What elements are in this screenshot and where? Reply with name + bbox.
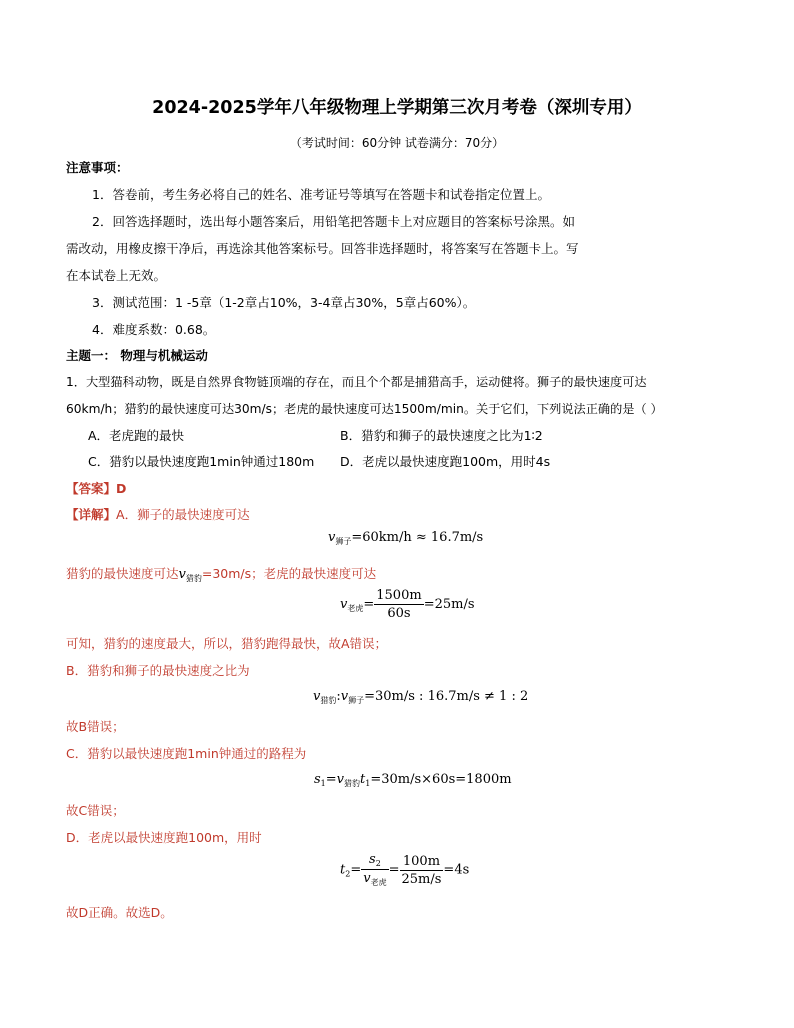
formula-var: v <box>340 689 349 704</box>
formula-colon: : <box>336 689 341 704</box>
notice-item-2-line-3: 在本试卷上无效。 <box>66 268 167 283</box>
explanation-c-conclusion: 故C错误； <box>66 803 125 818</box>
formula-sub: 老虎 <box>370 878 387 887</box>
formula-eq: = <box>388 862 400 878</box>
formula-distance <box>314 772 512 789</box>
formula-fraction <box>400 854 444 887</box>
notice-item-3: 3．测试范围：1 -5章（1-2章占10%，3-4章占30%，5章占60%）。 <box>92 295 476 310</box>
formula-sub: 猎豹 <box>320 696 337 705</box>
formula-lion-speed <box>328 530 483 547</box>
formula-var: v <box>328 530 336 545</box>
cheetah-var: v <box>178 567 186 582</box>
question-line-2: 60km/h；猎豹的最快速度可达30m/s；老虎的最快速度可达1500m/min。关于它们，下列说法正确的是（ ） <box>66 402 663 416</box>
exam-subtitle: （考试时间：60分钟 试卷满分：70分） <box>289 136 505 150</box>
answer-line <box>66 481 126 497</box>
formula-fraction <box>361 852 388 888</box>
formula-tiger-speed <box>340 588 475 621</box>
exam-title: 2024-2025学年八年级物理上学期第三次月考卷（深圳专用） <box>152 98 642 118</box>
formula-sub: 1 <box>320 779 326 788</box>
fraction-denominator: 60s <box>387 606 411 621</box>
formula-rest: =25m/s <box>423 597 475 612</box>
fraction-denominator <box>361 870 388 888</box>
formula-rest: =30m/s×60s=1800m <box>370 772 512 787</box>
fraction-numerator <box>361 852 388 870</box>
formula-sub: 老虎 <box>347 604 364 613</box>
formula-time <box>340 852 469 888</box>
formula-sub: 2 <box>375 859 381 868</box>
formula-var: s <box>369 852 376 867</box>
formula-var: =v <box>325 772 345 787</box>
notice-heading: 注意事项： <box>66 160 129 175</box>
explanation-d-conclusion: 故D正确。故选D。 <box>66 905 173 920</box>
option-c: C．猎豹以最快速度跑1min钟通过180m <box>88 454 315 469</box>
formula-var: v <box>313 689 321 704</box>
formula-sub: 1 <box>365 779 371 788</box>
formula-var: v <box>340 597 348 612</box>
explanation-b-text: B．猎豹和狮子的最快速度之比为 <box>66 663 250 678</box>
notice-item-2-line-1: 2．回答选择题时，选出每小题答案后，用铅笔把答题卡上对应题目的答案标号涂黑。如 <box>92 214 575 229</box>
notice-item-1: 1．答卷前，考生务必将自己的姓名、准考证号等填写在答题卡和试卷指定位置上。 <box>92 187 550 202</box>
answer-label: 【答案】 <box>66 481 117 496</box>
formula-sub: 猎豹 <box>344 779 361 788</box>
formula-fraction <box>374 588 423 621</box>
question-line-1: 1．大型猫科动物，既是自然界食物链顶端的存在，而且个个都是捕猎高手，运动健将。狮子的最快速度可达 <box>66 375 647 389</box>
option-b: B．猎豹和狮子的最快速度之比为1∶2 <box>340 428 543 443</box>
notice-item-2-line-2: 需改动，用橡皮擦干净后，再选涂其他答案标号。回答非选择题时，将答案写在答题卡上。写 <box>66 241 579 256</box>
explanation-a-text: A．狮子的最快速度可达 <box>116 507 250 522</box>
cheetah-speed-line <box>66 566 376 587</box>
formula-rest: =4s <box>443 862 470 878</box>
explanation-a-conclusion: 可知，猎豹的速度最大，所以，猎豹跑得最快，故A错误； <box>66 636 388 651</box>
formula-rest: =60km/h ≈ 16.7m/s <box>351 530 484 545</box>
formula-eq: = <box>363 597 375 612</box>
fraction-numerator: 100m <box>400 854 444 871</box>
option-a: A．老虎跑的最快 <box>88 428 185 443</box>
cheetah-pre: 猎豹的最快速度可达 <box>66 566 179 581</box>
explanation-label: 【详解】 <box>66 507 117 522</box>
formula-eq: = <box>350 862 362 878</box>
formula-sub: 2 <box>345 869 351 879</box>
formula-speed-ratio <box>313 689 528 706</box>
formula-rest: =30m/s : 16.7m/s ≠ 1 : 2 <box>364 689 529 704</box>
cheetah-post: =30m/s；老虎的最快速度可达 <box>201 566 377 581</box>
explanation-a-line <box>66 507 250 523</box>
explanation-c-text: C．猎豹以最快速度跑1min钟通过的路程为 <box>66 746 307 761</box>
formula-var: v <box>363 871 371 886</box>
explanation-b-conclusion: 故B错误； <box>66 719 125 734</box>
fraction-numerator: 1500m <box>376 588 422 603</box>
formula-sub: 狮子 <box>348 696 365 705</box>
explanation-d-text: D．老虎以最快速度跑100m，用时 <box>66 830 262 845</box>
fraction-denominator: 25m/s <box>401 871 442 887</box>
formula-var: t <box>360 772 366 787</box>
topic-heading: 主题一： 物理与机械运动 <box>66 348 208 363</box>
formula-sub: 狮子 <box>335 537 352 546</box>
notice-item-4: 4．难度系数：0.68。 <box>92 322 216 337</box>
formula-var: t <box>340 862 346 878</box>
formula-var: s <box>314 772 321 787</box>
cheetah-sub: 猎豹 <box>185 574 202 583</box>
answer-value: D <box>116 481 127 496</box>
option-d: D．老虎以最快速度跑100m，用时4s <box>340 454 551 469</box>
